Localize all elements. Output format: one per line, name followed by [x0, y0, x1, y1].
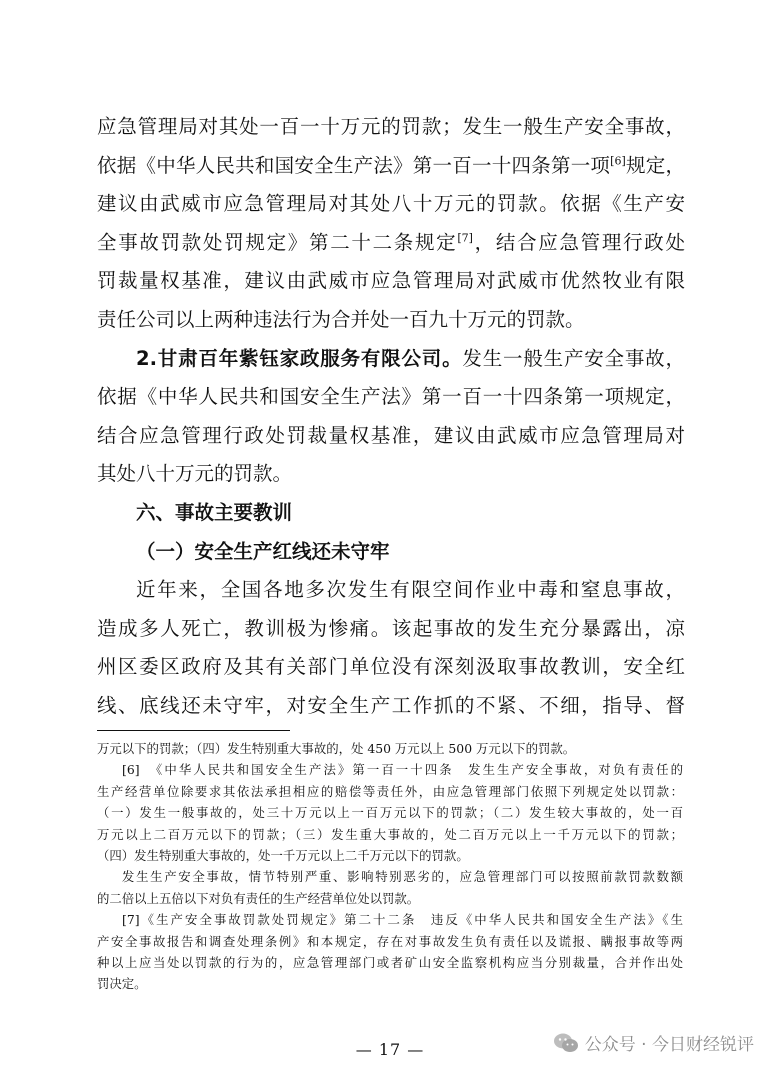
body-line: 全事故罚款处罚规定》第二十二条规定[7]，结合应急管理行政处 [97, 230, 685, 254]
footnotes [97, 738, 683, 995]
body-line: 责任公司以上两种违法行为合并处一百九十万元的罚款。 [97, 307, 585, 331]
footnote-ref-7[interactable]: [7] [457, 231, 473, 245]
body-line: 罚裁量权基准，建议由武威市应急管理局对武威市优然牧业有限 [97, 269, 685, 293]
footnote-6-line: （一）发生一般事故的，处三十万元以上一百万元以下的罚款；（二）发生较大事故的，处一百 [97, 805, 683, 821]
footnote-7-line: 罚决定。 [97, 976, 147, 992]
footnote-7-line: 产安全事故报告和调查处理条例》和本规定，存在对事故发生负有责任以及谎报、瞒报事故等两 [97, 933, 683, 949]
body-line: 2.甘肃百年紫钰家政服务有限公司。发生一般生产安全事故， [136, 346, 685, 370]
sub-heading: （一）安全生产红线还未守牢 [136, 539, 390, 563]
wechat-icon [553, 1032, 579, 1054]
body-line: 建议由武威市应急管理局对其处八十万元的罚款。依据《生产安 [97, 192, 685, 216]
footnote-separator [97, 730, 290, 731]
body-line: 州区委区政府及其有关部门单位没有深刻汲取事故教训，安全红 [97, 655, 685, 679]
footnote-6-line: 的二倍以上五倍以下对负有责任的生产经营单位处以罚款。 [97, 890, 420, 906]
footnote-line: 万元以下的罚款；（四）发生特别重大事故的，处 450 万元以上 500 万元以下的罚款。 [97, 741, 576, 756]
footnote-6-line: 发生生产安全事故，情节特别严重、影响特别恶劣的，应急管理部门可以按照前款罚款数额 [122, 869, 683, 885]
page-number: — 17 — [355, 1040, 425, 1059]
footnote-ref-6[interactable]: [6] [610, 154, 626, 168]
body-line: 其处八十万元的罚款。 [97, 462, 293, 486]
body-line: 依据《中华人民共和国安全生产法》第一百一十四条第一项规定， [97, 385, 685, 409]
watermark-text: 公众号 · 今日财经锐评 [584, 1035, 754, 1055]
footnote-6-line: 万元以上二百万元以下的罚款；（三）发生重大事故的，处二百万元以上一千万元以下的罚款； [97, 826, 683, 842]
watermark [553, 1030, 754, 1055]
body-line: 近年来，全国各地多次发生有限空间作业中毒和窒息事故， [136, 578, 685, 602]
footnote-6-line: 生产经营单位除要求其依法承担相应的赔偿等责任外，由应急管理部门依照下列规定处以罚款： [97, 783, 683, 799]
footnote-6-line: （四）发生特别重大事故的，处一千万元以上二千万元以下的罚款。 [97, 847, 469, 863]
footnote-7-line: 种以上应当处以罚款的行为的，应急管理部门或者矿山安全监察机构应当分别裁量，合并作出处 [97, 954, 683, 970]
body-line: 线、底线还未守牢，对安全生产工作抓的不紧、不细，指导、督 [97, 693, 685, 717]
body-line: 造成多人死亡，教训极为惨痛。该起事故的发生充分暴露出，凉 [97, 616, 685, 640]
section-heading: 六、事故主要教训 [136, 500, 293, 524]
body-line: 依据《中华人民共和国安全生产法》第一百一十四条第一项[6]规定， [97, 153, 685, 177]
company-name: 2.甘肃百年紫钰家政服务有限公司。 [136, 346, 463, 370]
footnote-7-line: [7]《生产安全事故罚款处罚规定》第二十二条 违反《中华人民共和国安全生产法》《生 [122, 912, 683, 928]
footnote-6-line: [6] 《中华人民共和国安全生产法》第一百一十四条 发生生产安全事故，对负有责任的 [122, 762, 683, 778]
body-line: 应急管理局对其处一百一十万元的罚款；发生一般生产安全事故， [97, 115, 685, 138]
body-text [97, 108, 685, 726]
body-line: 结合应急管理行政处罚裁量权基准，建议由武威市应急管理局对 [97, 423, 685, 447]
